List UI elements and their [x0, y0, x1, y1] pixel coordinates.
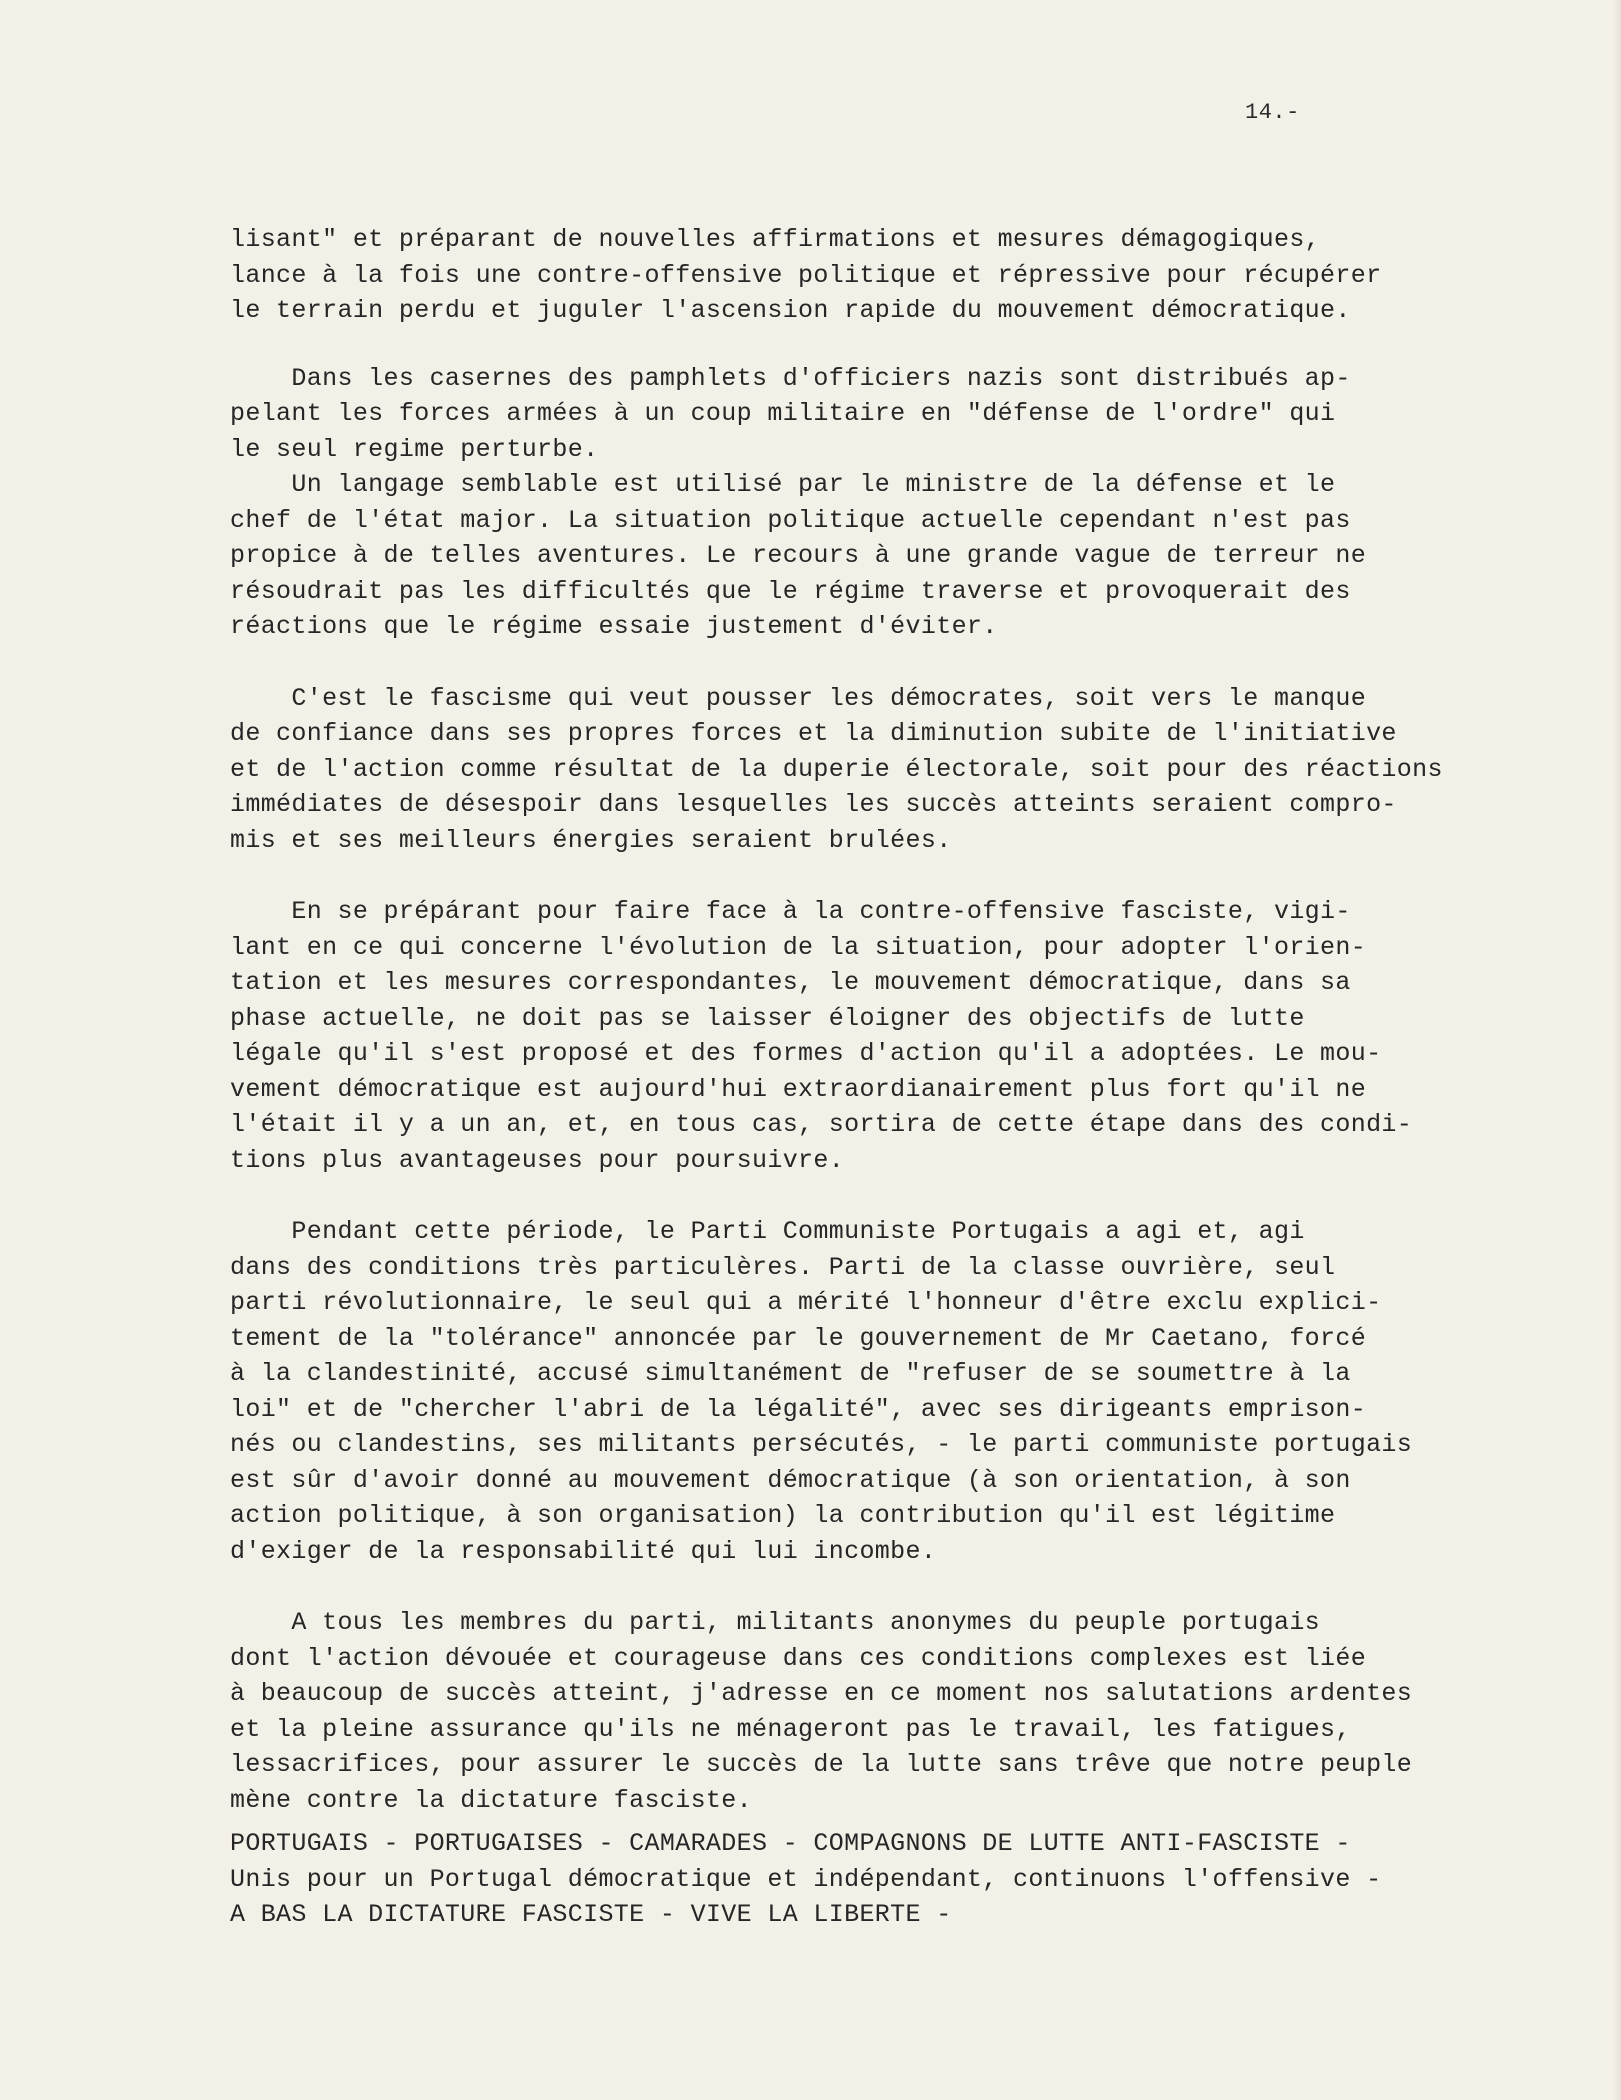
text-line: phase actuelle, ne doit pas se laisser éloigner des objectifs de lutte	[230, 1003, 1305, 1033]
text-line: dans des conditions très particulères. Parti de la classe ouvrière, seul	[230, 1252, 1336, 1282]
text-line: A tous les membres du parti, militants anonymes du peuple portugais	[230, 1608, 1321, 1637]
text-line: En se prépárant pour faire face à la contre-offensive fasciste, vigi-	[230, 897, 1351, 926]
text-line: lisant" et préparant de nouvelles affirmations et mesures démagogiques,	[230, 225, 1321, 254]
paragraph-1	[230, 222, 1475, 329]
text-line: de confiance dans ses propres forces et la diminution subite de l'initiative	[230, 719, 1397, 748]
text-line: immédiates de désespoir dans lesquelles les succès atteints seraient compro-	[230, 790, 1397, 819]
text-line: mène contre la dictature fasciste.	[230, 1785, 752, 1815]
text-line: le seul regime perturbe.	[230, 434, 599, 464]
document-body	[230, 222, 1475, 1933]
text-line: à la clandestinité, accusé simultanément de "refuser de se soumettre à la	[230, 1359, 1351, 1388]
text-line: réactions que le régime essaie justement d'éviter.	[230, 612, 998, 641]
text-line: A BAS LA DICTATURE FASCISTE - VIVE LA LIBERTE -	[230, 1900, 952, 1929]
text-line: pelant les forces armées à un coup militaire en "défense de l'ordre" qui	[230, 399, 1336, 428]
paragraph-7	[230, 1605, 1475, 1818]
text-line: C'est le fascisme qui veut pousser les démocrates, soit vers le manque	[230, 683, 1367, 713]
text-line: loi" et de "chercher l'abri de la légalité", avec ses dirigeants emprison-	[230, 1394, 1367, 1424]
paragraph-6	[230, 1214, 1475, 1569]
page-number: 14.-	[1245, 100, 1300, 125]
text-line: chef de l'état major. La situation politique actuelle cependant n'est pas	[230, 505, 1351, 535]
text-line: propice à de telles aventures. Le recours à une grande vague de terreur ne	[230, 541, 1367, 570]
text-line: parti révolutionnaire, le seul qui a mérité l'honneur d'être exclu explici-	[230, 1288, 1382, 1317]
text-line: est sûr d'avoir donné au mouvement démocratique (à son orientation, à son	[230, 1465, 1351, 1495]
text-line: Pendant cette période, le Parti Communiste Portugais a agi et, agi	[230, 1217, 1305, 1246]
text-line: tation et les mesures correspondantes, le mouvement démocratique, dans sa	[230, 968, 1351, 997]
text-line: Un langage semblable est utilisé par le ministre de la défense et le	[230, 470, 1336, 499]
paper-edge	[1613, 0, 1621, 2100]
paragraph-2	[230, 361, 1475, 468]
text-line: et la pleine assurance qu'ils ne ménageront pas le travail, les fatigues,	[230, 1714, 1351, 1744]
text-line: nés ou clandestins, ses militants persécutés, - le parti communiste portugais	[230, 1430, 1413, 1459]
text-line: mis et ses meilleurs énergies seraient brulées.	[230, 825, 952, 855]
paragraph-5	[230, 894, 1475, 1178]
paragraph-3	[230, 467, 1475, 645]
text-line: lessacrifices, pour assurer le succès de la lutte sans trêve que notre peuple	[230, 1750, 1413, 1779]
text-line: PORTUGAIS - PORTUGAISES - CAMARADES - COMPAGNONS DE LUTTE ANTI-FASCISTE -	[230, 1829, 1351, 1858]
text-line: légale qu'il s'est proposé et des formes d'action qu'il a adoptées. Le mou-	[230, 1039, 1382, 1068]
text-line: d'exiger de la responsabilité qui lui incombe.	[230, 1536, 937, 1566]
text-line: Dans les casernes des pamphlets d'officiers nazis sont distribués ap-	[230, 363, 1351, 393]
closing-slogans	[230, 1826, 1475, 1933]
text-line: dont l'action dévouée et courageuse dans ces conditions complexes est liée	[230, 1643, 1367, 1673]
text-line: et de l'action comme résultat de la duperie électorale, soit pour des réactions	[230, 754, 1443, 784]
text-line: le terrain perdu et juguler l'ascension rapide du mouvement démocratique.	[230, 296, 1351, 325]
text-line: tement de la "tolérance" annoncée par le gouvernement de Mr Caetano, forcé	[230, 1323, 1367, 1353]
text-line: l'était il y a un an, et, en tous cas, sortira de cette étape dans des condi-	[230, 1110, 1413, 1139]
text-line: Unis pour un Portugal démocratique et indépendant, continuons l'offensive -	[230, 1864, 1382, 1894]
text-line: tions plus avantageuses pour poursuivre.	[230, 1145, 845, 1175]
text-line: lant en ce qui concerne l'évolution de la situation, pour adopter l'orien-	[230, 932, 1367, 962]
text-line: lance à la fois une contre-offensive politique et répressive pour récupérer	[230, 260, 1382, 290]
text-line: résoudrait pas les difficultés que le régime traverse et provoquerait des	[230, 576, 1351, 606]
paragraph-4	[230, 681, 1475, 859]
text-line: vement démocratique est aujourd'hui extraordianairement plus fort qu'il ne	[230, 1074, 1367, 1104]
text-line: à beaucoup de succès atteint, j'adresse en ce moment nos salutations ardentes	[230, 1679, 1413, 1708]
text-line: action politique, à son organisation) la contribution qu'il est légitime	[230, 1501, 1336, 1530]
